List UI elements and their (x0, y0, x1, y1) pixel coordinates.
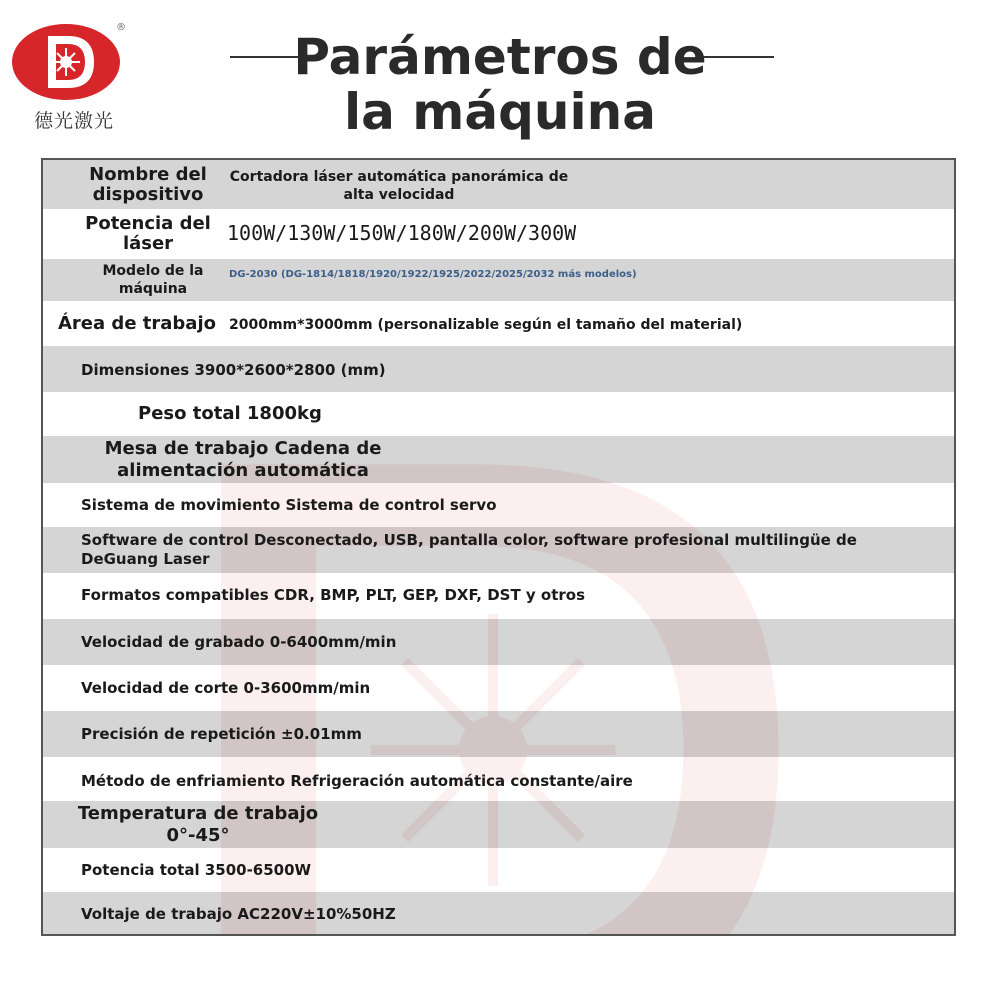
row-value: 2000mm*3000mm (personalizable según el tamaño del material) (229, 317, 743, 333)
row-text: Peso total 1800kg (138, 403, 322, 424)
row-text: Velocidad de corte 0-3600mm/min (81, 679, 371, 697)
logo-text: 德光激光 (33, 110, 114, 132)
title-line-1: Parámetros de (293, 28, 707, 86)
table-row (43, 436, 954, 483)
row-text: Dimensiones 3900*2600*2800 (mm) (81, 361, 386, 379)
brand-logo (8, 22, 124, 134)
row-label: Área de trabajo (58, 313, 216, 334)
row-text: Software de control Desconectado, USB, pantalla color, software profesional multilingüe de DeGuang Laser (81, 531, 857, 568)
page-title (150, 30, 850, 140)
table-row (43, 573, 954, 619)
row-text: Potencia total 3500-6500W (81, 861, 312, 879)
table-row (43, 619, 954, 665)
table-row (43, 527, 954, 573)
row-text: Precisión de repetición ±0.01mm (81, 725, 362, 743)
table-row (43, 757, 954, 801)
table-row (43, 801, 954, 848)
row-label: Modelo de la máquina (102, 263, 204, 297)
row-text: Método de enfriamiento Refrigeración automática constante/aire (81, 772, 633, 790)
table-row (43, 483, 954, 527)
row-text: Sistema de movimiento Sistema de control servo (81, 496, 497, 514)
logo-d-icon (8, 22, 124, 106)
registered-mark: ® (116, 22, 126, 33)
table-row (43, 346, 954, 392)
row-text: Velocidad de grabado 0-6400mm/min (81, 633, 397, 651)
row-label: Nombre del dispositivo (89, 164, 207, 205)
title-line-2: la máquina (344, 83, 656, 141)
table-row (43, 259, 954, 301)
table-row (43, 711, 954, 757)
row-text: Temperatura de trabajo 0°-45° (77, 803, 319, 846)
row-value: Cortadora láser automática panorámica de alta velocidad (229, 169, 569, 203)
table-row (43, 209, 954, 259)
table-row (43, 665, 954, 711)
table-row (43, 892, 954, 936)
row-value: 100W/130W/150W/180W/200W/300W (227, 221, 577, 245)
row-text: Voltaje de trabajo AC220V±10%50HZ (81, 905, 396, 923)
table-row (43, 848, 954, 892)
table-row (43, 392, 954, 436)
row-value: DG-2030 (DG-1814/1818/1920/1922/1925/2022/2025/2032 más modelos) (229, 269, 637, 280)
row-text: Formatos compatibles CDR, BMP, PLT, GEP, DXF, DST y otros (81, 586, 586, 604)
row-text: Mesa de trabajo Cadena de alimentación automática (104, 438, 382, 481)
table-row (43, 160, 954, 209)
table-row (43, 301, 954, 346)
parameters-table (41, 158, 956, 936)
row-label: Potencia del láser (85, 213, 211, 254)
